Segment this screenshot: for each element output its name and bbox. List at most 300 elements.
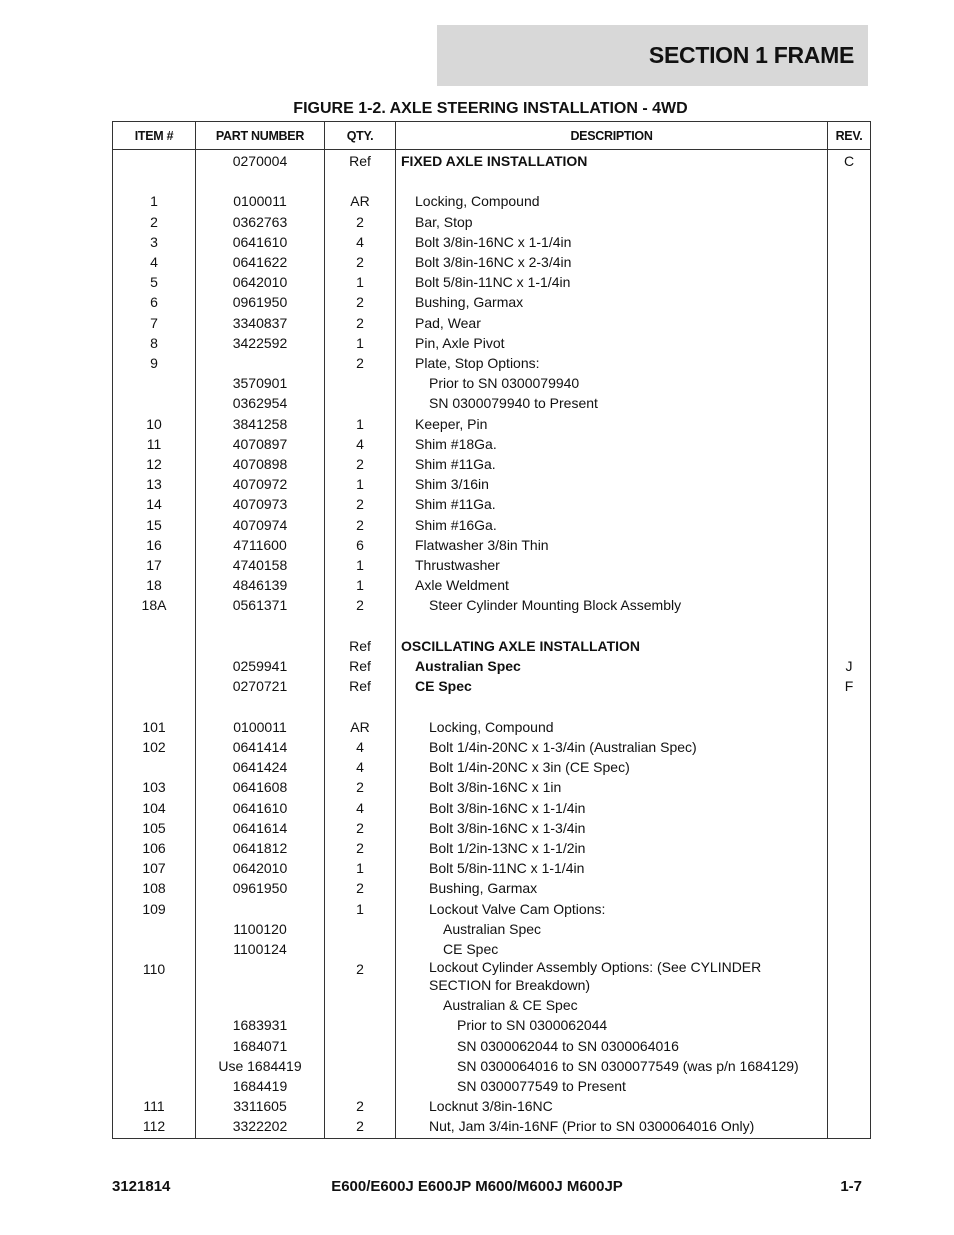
description-text: Bolt 5/8in-11NC x 1-1/4in	[429, 860, 585, 877]
cell-part-number: 4070974	[196, 515, 325, 535]
description-text: Shim #18Ga.	[415, 435, 497, 452]
cell-part-number: 0641610	[196, 798, 325, 818]
cell-item: 18A	[113, 595, 196, 615]
cell-part-number: 4711600	[196, 535, 325, 555]
cell-part-number	[196, 636, 325, 656]
cell-item: 109	[113, 899, 196, 919]
cell-description	[396, 555, 828, 575]
description-text: Bolt 5/8in-11NC x 1-1/4in	[415, 274, 571, 291]
cell-description	[396, 535, 828, 555]
table-row	[113, 676, 871, 696]
description-text: Bushing, Garmax	[429, 880, 538, 897]
table-row	[113, 858, 871, 878]
cell-description	[396, 1015, 828, 1035]
cell-part-number: 4070973	[196, 494, 325, 514]
cell-description	[396, 494, 828, 514]
cell-qty	[325, 696, 396, 716]
cell-item: 7	[113, 313, 196, 333]
cell-item	[113, 939, 196, 959]
cell-item: 105	[113, 818, 196, 838]
cell-description	[396, 515, 828, 535]
cell-qty: 2	[325, 777, 396, 797]
cell-part-number: 0641414	[196, 737, 325, 757]
cell-qty: 2	[325, 515, 396, 535]
cell-part-number: 0270004	[196, 150, 325, 172]
cell-rev	[828, 434, 871, 454]
cell-rev	[828, 717, 871, 737]
cell-item: 102	[113, 737, 196, 757]
cell-qty: 1	[325, 333, 396, 353]
cell-description	[396, 595, 828, 615]
table-row	[113, 494, 871, 514]
cell-rev	[828, 252, 871, 272]
cell-part-number: 0642010	[196, 858, 325, 878]
cell-item	[113, 373, 196, 393]
cell-description	[396, 1076, 828, 1096]
cell-item	[113, 1076, 196, 1096]
table-row	[113, 150, 871, 172]
cell-description	[396, 575, 828, 595]
table-row	[113, 1015, 871, 1035]
table-row	[113, 995, 871, 1015]
cell-description	[396, 899, 828, 919]
cell-qty: 4	[325, 757, 396, 777]
description-text: Shim #16Ga.	[415, 516, 497, 533]
cell-qty: 4	[325, 434, 396, 454]
table-row	[113, 515, 871, 535]
cell-item	[113, 995, 196, 1015]
table-row	[113, 393, 871, 413]
cell-item: 2	[113, 212, 196, 232]
cell-part-number: 1683931	[196, 1015, 325, 1035]
cell-rev	[828, 353, 871, 373]
cell-description	[396, 150, 828, 172]
cell-item: 11	[113, 434, 196, 454]
cell-item: 16	[113, 535, 196, 555]
cell-part-number: 0100011	[196, 717, 325, 737]
cell-description	[396, 838, 828, 858]
cell-description	[396, 676, 828, 696]
cell-rev	[828, 595, 871, 615]
description-text: CE Spec	[415, 678, 472, 695]
cell-item: 9	[113, 353, 196, 373]
description-text: Bolt 3/8in-16NC x 1-3/4in	[429, 819, 586, 836]
cell-description	[396, 959, 828, 995]
cell-qty: Ref	[325, 150, 396, 172]
cell-part-number: 0642010	[196, 272, 325, 292]
cell-description	[396, 757, 828, 777]
cell-description	[396, 616, 828, 636]
cell-qty: 2	[325, 212, 396, 232]
description-text: Lockout Valve Cam Options:	[429, 900, 606, 917]
cell-qty: 2	[325, 818, 396, 838]
cell-item: 106	[113, 838, 196, 858]
cell-rev	[828, 696, 871, 716]
cell-rev	[828, 212, 871, 232]
cell-description	[396, 313, 828, 333]
cell-description	[396, 232, 828, 252]
column-header-rev: REV.	[828, 122, 871, 150]
table-row	[113, 535, 871, 555]
cell-description	[396, 474, 828, 494]
cell-item: 13	[113, 474, 196, 494]
cell-part-number	[196, 959, 325, 995]
cell-item: 6	[113, 292, 196, 312]
cell-qty: 2	[325, 494, 396, 514]
cell-part-number: Use 1684419	[196, 1056, 325, 1076]
description-text: SN 0300064016 to SN 0300077549 (was p/n 1684129)	[457, 1057, 799, 1074]
cell-qty: 1	[325, 474, 396, 494]
table-row	[113, 191, 871, 211]
cell-qty: 2	[325, 353, 396, 373]
cell-part-number: 0100011	[196, 191, 325, 211]
cell-qty: 1	[325, 858, 396, 878]
description-text: Nut, Jam 3/4in-16NF (Prior to SN 0300064016 Only)	[429, 1118, 755, 1135]
cell-rev	[828, 1036, 871, 1056]
cell-item: 1	[113, 191, 196, 211]
description-text: OSCILLATING AXLE INSTALLATION	[401, 637, 641, 654]
table-row	[113, 959, 871, 995]
table-row	[113, 252, 871, 272]
table-row	[113, 899, 871, 919]
cell-part-number: 0561371	[196, 595, 325, 615]
cell-rev	[828, 899, 871, 919]
cell-qty: 2	[325, 1116, 396, 1138]
cell-qty: 1	[325, 414, 396, 434]
description-text: Bolt 1/4in-20NC x 1-3/4in (Australian Spec)	[429, 738, 697, 755]
table-row	[113, 696, 871, 716]
cell-part-number: 4070898	[196, 454, 325, 474]
cell-item	[113, 919, 196, 939]
table-row	[113, 595, 871, 615]
description-text: Prior to SN 0300079940	[429, 375, 580, 392]
table-row	[113, 818, 871, 838]
cell-item: 12	[113, 454, 196, 474]
cell-part-number: 0641614	[196, 818, 325, 838]
cell-qty: 2	[325, 959, 396, 995]
cell-part-number: 3422592	[196, 333, 325, 353]
cell-item: 4	[113, 252, 196, 272]
cell-rev	[828, 919, 871, 939]
cell-qty: 2	[325, 313, 396, 333]
cell-rev	[828, 272, 871, 292]
cell-item: 107	[113, 858, 196, 878]
cell-item	[113, 636, 196, 656]
cell-rev	[828, 515, 871, 535]
table-row	[113, 1116, 871, 1138]
description-text: Bolt 3/8in-16NC x 2-3/4in	[415, 254, 572, 271]
cell-qty: Ref	[325, 676, 396, 696]
table-row	[113, 878, 871, 898]
cell-qty	[325, 1036, 396, 1056]
cell-qty: 2	[325, 292, 396, 312]
description-text	[396, 616, 827, 636]
cell-item: 104	[113, 798, 196, 818]
cell-rev	[828, 636, 871, 656]
description-text: Australian Spec	[415, 658, 521, 675]
description-text: Shim 3/16in	[415, 476, 489, 493]
description-text: Keeper, Pin	[415, 415, 488, 432]
cell-description	[396, 878, 828, 898]
cell-rev	[828, 1056, 871, 1076]
table-row	[113, 1036, 871, 1056]
cell-qty: 1	[325, 272, 396, 292]
table-header-row	[113, 122, 871, 150]
parts-table	[112, 121, 871, 1139]
cell-rev	[828, 555, 871, 575]
cell-qty: 2	[325, 454, 396, 474]
cell-qty	[325, 995, 396, 1015]
cell-part-number: 0961950	[196, 878, 325, 898]
parts-table-body	[113, 150, 871, 1139]
cell-description	[396, 798, 828, 818]
description-text: CE Spec	[443, 940, 499, 957]
cell-part-number	[196, 171, 325, 191]
cell-item: 17	[113, 555, 196, 575]
cell-rev: C	[828, 150, 871, 172]
cell-description	[396, 636, 828, 656]
column-header-description: DESCRIPTION	[396, 122, 828, 150]
cell-description	[396, 1096, 828, 1116]
cell-rev	[828, 313, 871, 333]
cell-rev	[828, 858, 871, 878]
cell-description	[396, 434, 828, 454]
description-text	[396, 696, 827, 716]
cell-qty	[325, 1056, 396, 1076]
description-text: Bolt 3/8in-16NC x 1-1/4in	[429, 799, 586, 816]
cell-description	[396, 1036, 828, 1056]
cell-qty: 2	[325, 878, 396, 898]
cell-item	[113, 1056, 196, 1076]
description-text: FIXED AXLE INSTALLATION	[401, 153, 588, 169]
cell-part-number	[196, 995, 325, 1015]
cell-rev: F	[828, 676, 871, 696]
cell-item	[113, 696, 196, 716]
description-text: Locking, Compound	[429, 718, 554, 735]
description-text: Pin, Axle Pivot	[415, 334, 505, 351]
table-row	[113, 636, 871, 656]
cell-qty	[325, 393, 396, 413]
description-text: Bolt 1/4in-20NC x 3in (CE Spec)	[429, 759, 630, 776]
cell-rev	[828, 838, 871, 858]
cell-description	[396, 777, 828, 797]
table-row	[113, 434, 871, 454]
cell-qty: 1	[325, 575, 396, 595]
cell-item: 18	[113, 575, 196, 595]
table-row	[113, 717, 871, 737]
cell-description	[396, 1056, 828, 1076]
cell-item: 101	[113, 717, 196, 737]
description-text: Steer Cylinder Mounting Block Assembly	[429, 597, 682, 614]
table-row	[113, 656, 871, 676]
cell-rev	[828, 616, 871, 636]
cell-rev	[828, 474, 871, 494]
cell-rev	[828, 232, 871, 252]
cell-part-number: 0641812	[196, 838, 325, 858]
figure-title: FIGURE 1-2. AXLE STEERING INSTALLATION - 4WD	[293, 100, 688, 117]
cell-rev	[828, 878, 871, 898]
cell-rev	[828, 292, 871, 312]
table-row	[113, 838, 871, 858]
description-text: SN 0300062044 to SN 0300064016	[457, 1037, 679, 1054]
table-row	[113, 555, 871, 575]
description-text: Bar, Stop	[415, 213, 473, 230]
section-title: SECTION 1 FRAME	[648, 42, 854, 68]
cell-qty: AR	[325, 717, 396, 737]
description-text: Lockout Cylinder Assembly Options: (See CYLINDER SECTION for Breakdown)	[429, 959, 762, 993]
description-text: Australian & CE Spec	[443, 997, 578, 1014]
cell-part-number: 0259941	[196, 656, 325, 676]
cell-rev	[828, 995, 871, 1015]
description-text: Shim #11Ga.	[415, 496, 496, 513]
section-title-banner	[437, 25, 868, 86]
cell-description	[396, 858, 828, 878]
table-row	[113, 474, 871, 494]
cell-item: 8	[113, 333, 196, 353]
cell-item	[113, 757, 196, 777]
cell-description	[396, 272, 828, 292]
cell-item	[113, 1036, 196, 1056]
table-row	[113, 353, 871, 373]
cell-description	[396, 454, 828, 474]
cell-qty: 2	[325, 252, 396, 272]
cell-rev	[828, 393, 871, 413]
table-row	[113, 272, 871, 292]
table-row	[113, 212, 871, 232]
cell-description	[396, 373, 828, 393]
cell-part-number: 1684419	[196, 1076, 325, 1096]
cell-part-number: 0641622	[196, 252, 325, 272]
table-row	[113, 373, 871, 393]
description-text: Australian Spec	[443, 920, 542, 937]
description-text: SN 0300077549 to Present	[457, 1077, 626, 1094]
cell-description	[396, 333, 828, 353]
cell-rev	[828, 535, 871, 555]
cell-description	[396, 414, 828, 434]
cell-rev	[828, 798, 871, 818]
cell-qty	[325, 616, 396, 636]
description-text: Prior to SN 0300062044	[457, 1017, 608, 1034]
table-row	[113, 575, 871, 595]
cell-description	[396, 696, 828, 716]
cell-part-number	[196, 899, 325, 919]
footer-page-number: 1-7	[840, 1178, 862, 1195]
cell-item: 5	[113, 272, 196, 292]
cell-part-number: 1100124	[196, 939, 325, 959]
description-text: Bushing, Garmax	[415, 294, 524, 311]
description-text: Pad, Wear	[415, 314, 481, 331]
footer-models: E600/E600J E600JP M600/M600J M600JP	[331, 1178, 623, 1195]
cell-part-number: 3841258	[196, 414, 325, 434]
table-row	[113, 333, 871, 353]
column-header-part-number: PART NUMBER	[196, 122, 325, 150]
description-text: Thrustwasher	[415, 557, 500, 574]
cell-qty	[325, 1015, 396, 1035]
cell-item	[113, 393, 196, 413]
table-row	[113, 1096, 871, 1116]
cell-qty: AR	[325, 191, 396, 211]
cell-rev	[828, 737, 871, 757]
cell-item: 108	[113, 878, 196, 898]
cell-part-number: 0961950	[196, 292, 325, 312]
table-row	[113, 414, 871, 434]
cell-rev	[828, 777, 871, 797]
cell-rev	[828, 757, 871, 777]
cell-item	[113, 656, 196, 676]
table-row	[113, 171, 871, 191]
cell-description	[396, 212, 828, 232]
cell-qty	[325, 1076, 396, 1096]
cell-rev	[828, 171, 871, 191]
cell-rev	[828, 494, 871, 514]
cell-item	[113, 616, 196, 636]
cell-qty: 4	[325, 232, 396, 252]
cell-part-number: 3311605	[196, 1096, 325, 1116]
cell-qty	[325, 919, 396, 939]
description-text	[396, 171, 827, 191]
table-row	[113, 757, 871, 777]
cell-part-number: 1684071	[196, 1036, 325, 1056]
description-text: Shim #11Ga.	[415, 456, 496, 473]
cell-item	[113, 171, 196, 191]
description-text: Bolt 1/2in-13NC x 1-1/2in	[429, 839, 586, 856]
cell-part-number: 1100120	[196, 919, 325, 939]
cell-item: 3	[113, 232, 196, 252]
cell-rev	[828, 454, 871, 474]
description-text: SN 0300079940 to Present	[429, 395, 598, 412]
cell-qty: 2	[325, 1096, 396, 1116]
cell-description	[396, 818, 828, 838]
table-row	[113, 616, 871, 636]
description-text: Axle Weldment	[415, 577, 509, 594]
cell-qty: 1	[325, 555, 396, 575]
cell-qty: Ref	[325, 656, 396, 676]
cell-item	[113, 676, 196, 696]
cell-description	[396, 171, 828, 191]
cell-part-number: 3570901	[196, 373, 325, 393]
cell-qty	[325, 373, 396, 393]
cell-item: 111	[113, 1096, 196, 1116]
cell-rev	[828, 1116, 871, 1138]
cell-part-number: 4070972	[196, 474, 325, 494]
table-row	[113, 454, 871, 474]
table-row	[113, 737, 871, 757]
cell-part-number: 4740158	[196, 555, 325, 575]
table-row	[113, 1076, 871, 1096]
cell-item: 10	[113, 414, 196, 434]
cell-part-number: 0641610	[196, 232, 325, 252]
cell-part-number: 3322202	[196, 1116, 325, 1138]
cell-item: 112	[113, 1116, 196, 1138]
description-text: Flatwasher 3/8in Thin	[415, 536, 549, 553]
cell-qty	[325, 171, 396, 191]
cell-rev	[828, 959, 871, 995]
cell-part-number: 3340837	[196, 313, 325, 333]
cell-qty: 2	[325, 595, 396, 615]
cell-rev	[828, 818, 871, 838]
cell-rev	[828, 373, 871, 393]
table-row	[113, 939, 871, 959]
column-header-qty: QTY.	[325, 122, 396, 150]
cell-item: 110	[113, 959, 196, 995]
cell-rev: J	[828, 656, 871, 676]
cell-description	[396, 1116, 828, 1138]
cell-qty: 2	[325, 838, 396, 858]
cell-part-number: 0270721	[196, 676, 325, 696]
cell-rev	[828, 191, 871, 211]
cell-part-number	[196, 616, 325, 636]
cell-qty: Ref	[325, 636, 396, 656]
